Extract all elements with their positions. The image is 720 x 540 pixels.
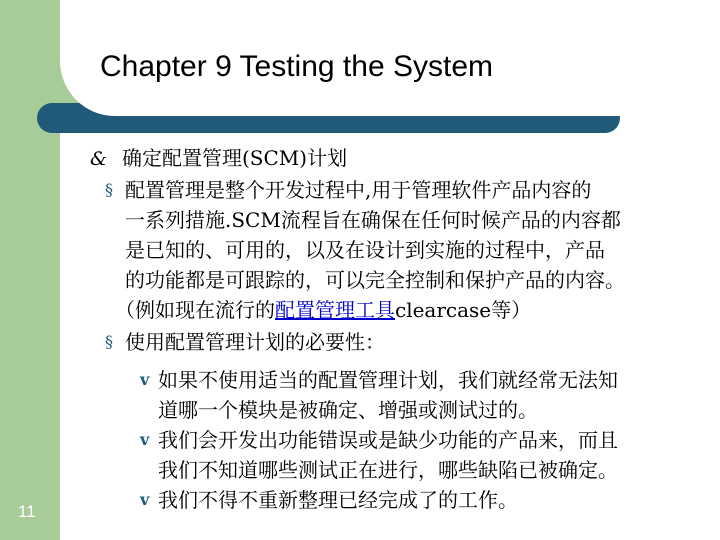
level3-bullet-icon: v xyxy=(140,490,150,509)
level3-bullet-icon: v xyxy=(140,370,150,389)
example-prefix: （例如现在流行的 xyxy=(115,298,275,322)
slide-number: 11 xyxy=(18,502,36,521)
level2-item1-line1: 配置管理是整个开发过程中,用于管理软件产品内容的 xyxy=(125,178,592,202)
level1-bullet-icon: & xyxy=(90,148,107,170)
level3-item1-line1: 如果不使用适当的配置管理计划，我们就经常无法知 xyxy=(158,368,618,392)
level2-item1-line5 xyxy=(115,298,531,322)
level3-item1-line2: 道哪一个模块是被确定、增强或测试过的。 xyxy=(158,398,538,422)
sidebar-decoration-lower xyxy=(0,115,60,540)
level3-item2-line1: 我们会开发出功能错误或是缺少功能的产品来，而且 xyxy=(158,428,618,452)
level2-item1-line3: 是已知的、可用的，以及在设计到实施的过程中，产品 xyxy=(125,238,605,262)
level2-item1-line2: 一系列措施.SCM流程旨在确保在任何时候产品的内容都 xyxy=(125,208,621,232)
level2-item1-line4: 的功能都是可跟踪的，可以完全控制和保护产品的内容。 xyxy=(125,268,625,292)
level3-item2-line2: 我们不知道哪些测试正在进行，哪些缺陷已被确定。 xyxy=(158,458,618,482)
level2-bullet-icon: § xyxy=(105,180,113,199)
level2-item2-text: 使用配置管理计划的必要性： xyxy=(125,330,385,354)
slide-title: Chapter 9 Testing the System xyxy=(100,50,493,83)
level1-text: 确定配置管理(SCM)计划 xyxy=(122,146,348,170)
level3-bullet-icon: v xyxy=(140,430,150,449)
scm-tool-link[interactable]: 配置管理工具 xyxy=(275,298,395,322)
level3-item3-line1: 我们不得不重新整理已经完成了的工作。 xyxy=(158,488,518,512)
example-suffix: clearcase等） xyxy=(395,298,532,322)
level2-bullet-icon: § xyxy=(105,332,113,351)
